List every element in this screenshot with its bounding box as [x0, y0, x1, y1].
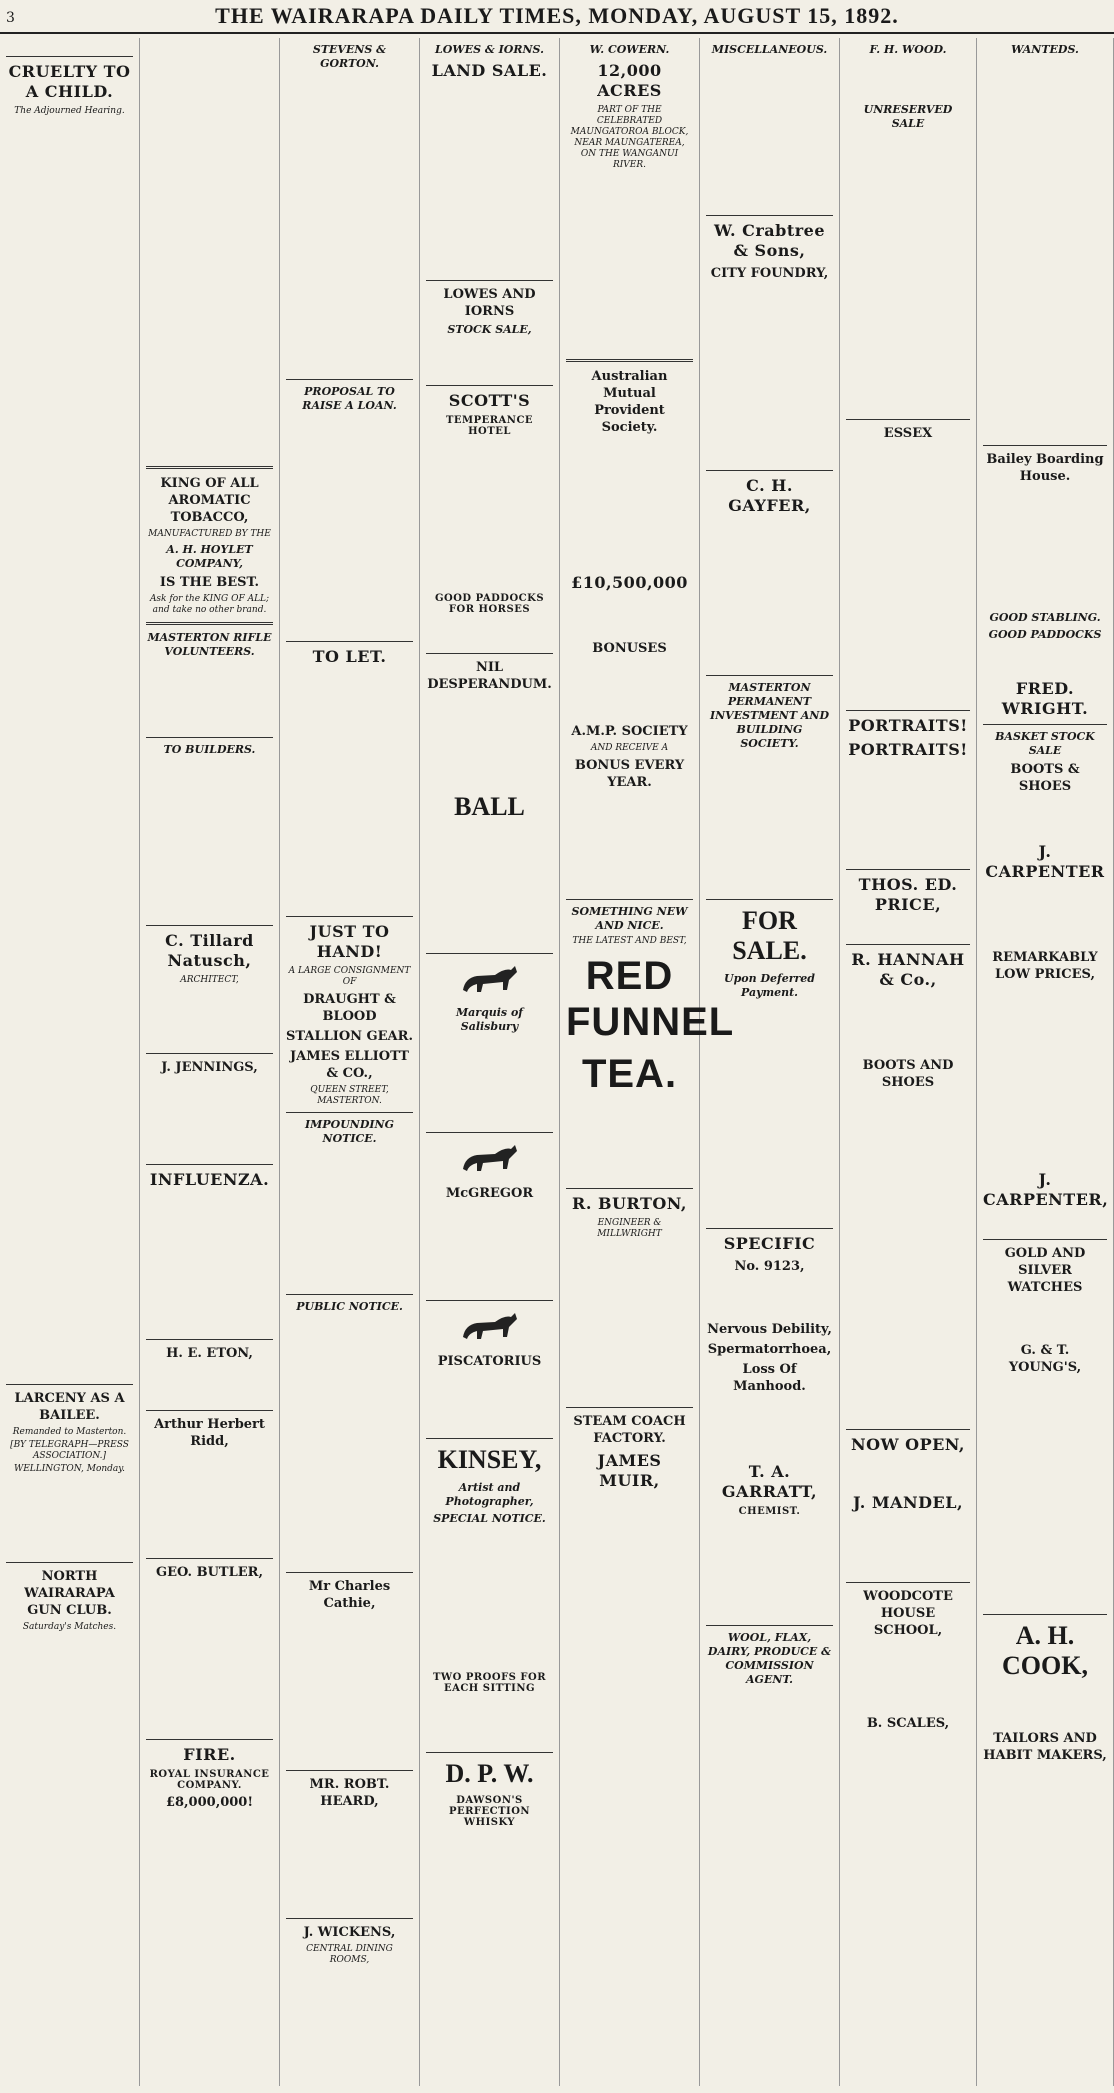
ad-heading: Australian Mutual Provident Society. [591, 369, 668, 435]
ad-heading: 12,000 ACRES [597, 61, 662, 100]
ad-heading: C. H. GAYFER, [728, 476, 811, 515]
ad-heading: J. CARPENTER, [983, 1170, 1109, 1209]
newspaper-title: THE WAIRARAPA DAILY TIMES, MONDAY, AUGUST 15, 1892. [215, 3, 899, 28]
column-2 [140, 38, 280, 2086]
ad-heading: Marquis of Salisbury [455, 1006, 524, 1033]
column-1 [0, 38, 140, 2086]
ad-heading: J. WICKENS, [303, 1925, 396, 1940]
article-subheading: Remanded to Masterton. [12, 1427, 127, 1437]
ad-heading: BONUS EVERY YEAR. [574, 758, 685, 790]
ad-sub: CENTRAL DINING ROOMS, [306, 1944, 393, 1965]
ad-sub: CITY FOUNDRY, [710, 266, 829, 281]
ad-heading: GEO. BUTLER, [155, 1565, 263, 1580]
ad-heading: FOR SALE. [732, 906, 807, 965]
ad-heading: PUBLIC NOTICE. [296, 1300, 403, 1313]
ad-heading: GOOD STABLING. [989, 611, 1101, 624]
ad-heading: Nervous Debility, [707, 1322, 832, 1337]
article-subheading: The Adjourned Hearing. [14, 106, 125, 116]
ad-sub: No. 9123, [734, 1259, 805, 1274]
ad-heading: J. CARPENTER [985, 842, 1105, 881]
ad-heading: LOWES AND IORNS [443, 287, 536, 319]
ad-heading: DRAUGHT & BLOOD [303, 992, 396, 1024]
ad-heading: SPECIAL NOTICE. [433, 1512, 546, 1525]
ad-heading: SPECIFIC [723, 1234, 816, 1253]
column-4 [420, 38, 560, 2086]
ad-heading: KING OF ALL AROMATIC TOBACCO, [160, 476, 259, 525]
ad-heading: J. JENNINGS, [161, 1060, 258, 1075]
ad-heading: J. MANDEL, [852, 1493, 964, 1512]
column-3 [280, 38, 420, 2086]
ad-heading: THOS. ED. PRICE, [858, 875, 958, 914]
ad-heading: JUST TO HAND! [309, 922, 390, 961]
column-5 [560, 38, 735, 2086]
ad-heading: REMARKABLY LOW PRICES, [992, 950, 1098, 982]
article-heading: CRUELTY TO A CHILD. [8, 62, 131, 101]
ad-sub: AND RECEIVE A [590, 743, 669, 753]
ad-heading: TWO PROOFS FOR EACH SITTING [432, 1672, 547, 1694]
ad-sub: Upon Deferred Payment. [724, 972, 815, 999]
ad-heading: B. SCALES, [866, 1716, 950, 1731]
ad-heading: H. E. ETON, [166, 1346, 253, 1361]
article-subheading: Saturday's Matches. [22, 1622, 117, 1632]
ad-sub: THE LATEST AND BEST, [572, 936, 687, 946]
ad-sub: STOCK SALE, [447, 323, 532, 336]
ad-heading: WOOL, FLAX, DAIRY, PRODUCE & COMMISSION AGENT. [707, 1631, 832, 1686]
article-heading: NORTH WAIRARAPA GUN CLUB. [24, 1569, 115, 1618]
ad-heading: GOOD PADDOCKS [988, 628, 1102, 641]
ad-sub: A LARGE CONSIGNMENT OF [288, 966, 411, 987]
ad-heading: MASTERTON RIFLE VOLUNTEERS. [147, 631, 272, 658]
ad-heading: TO BUILDERS. [163, 743, 256, 756]
ad-heading: JAMES ELLIOTT & CO., [290, 1049, 409, 1081]
ad-heading: FIRE. [183, 1745, 236, 1764]
ad-heading: PROPOSAL TO RAISE A LOAN. [302, 385, 397, 412]
ad-sub: PART OF THE CELEBRATED MAUNGATOROA BLOCK, NEAR MAUNGATEREA, ON THE WANGANUI RIVER. [570, 105, 689, 170]
ad-heading: UNRESERVED SALE [863, 103, 953, 130]
ad-sub: DAWSON'S PERFECTION WHISKY [448, 1795, 531, 1828]
ad-sub: QUEEN STREET, MASTERTON. [310, 1085, 389, 1106]
ad-heading: GOOD PADDOCKS FOR HORSES [434, 593, 545, 615]
ad-heading: RED FUNNEL [566, 954, 735, 1044]
ad-heading: STALLION GEAR. [286, 1029, 413, 1044]
ad-heading: BALL [454, 792, 525, 821]
ad-heading: £10,500,000 [571, 573, 688, 592]
ad-heading: Arthur Herbert Ridd, [154, 1417, 265, 1449]
ad-sub: ARCHITECT, [180, 975, 239, 985]
ad-heading: KINSEY, [437, 1445, 542, 1474]
column-8 [977, 38, 1114, 2086]
page-number: 3 [6, 10, 15, 26]
ad-heading: F. H. WOOD. [869, 43, 947, 56]
ad-sub: MANUFACTURED BY THE [148, 529, 271, 539]
ad-heading: TO LET. [312, 647, 387, 666]
ad-heading: PORTRAITS! [848, 716, 968, 735]
ad-heading: BONUSES [592, 641, 667, 656]
ad-heading: A. H. COOK, [1002, 1621, 1088, 1680]
ad-heading: W. Crabtree & Sons, [713, 221, 825, 260]
ad-heading: SCOTT'S [448, 391, 531, 410]
ad-maker: A. H. HOYLET COMPANY, [166, 543, 253, 570]
ad-heading: BOOTS AND SHOES [862, 1058, 954, 1090]
ad-heading: BASKET STOCK SALE [995, 730, 1095, 757]
ad-heading: MISCELLANEOUS. [711, 43, 828, 56]
ad-heading: ESSEX [883, 426, 933, 441]
body-text [6, 40, 133, 51]
ad-sub: ENGINEER & MILLWRIGHT [597, 1218, 662, 1239]
ad-heading: D. P. W. [445, 1759, 534, 1788]
telegraph-note: [BY TELEGRAPH—PRESS ASSOCIATION.] [10, 1440, 129, 1461]
ad-heading: PISCATORIUS [437, 1354, 542, 1369]
ad-sub: Artist and Photographer, [445, 1481, 534, 1508]
ad-heading: BOOTS & SHOES [1010, 762, 1080, 794]
ad-heading: Spermatorrhoea, [707, 1342, 832, 1357]
ad-heading: C. Tillard Natusch, [165, 931, 254, 970]
ad-heading: IS THE BEST. [159, 575, 260, 590]
horse-icon [455, 1307, 525, 1347]
horse-icon [455, 1139, 525, 1179]
ad-heading: IMPOUNDING NOTICE. [305, 1118, 394, 1145]
ad-heading: R. BURTON, [572, 1194, 687, 1213]
masthead [0, 0, 1114, 34]
ad-heading: WANTEDS. [1011, 43, 1079, 56]
ad-heading: McGREGOR [445, 1186, 534, 1201]
ad-sub: TEMPERANCE HOTEL [445, 415, 534, 437]
column-7 [840, 38, 977, 2086]
ad-sub: Ask for the KING OF ALL; and take no other brand. [149, 594, 270, 615]
ad-heading: FRED. WRIGHT. [1001, 679, 1089, 718]
article-heading: LARCENY AS A BAILEE. [14, 1391, 125, 1423]
ad-heading: NOW OPEN, [851, 1435, 965, 1454]
ad-heading: INFLUENZA. [149, 1170, 270, 1189]
ad-sub: CHEMIST. [738, 1506, 801, 1517]
horse-icon [455, 960, 525, 1000]
ad-heading: STEVENS & GORTON. [312, 43, 387, 70]
ad-heading: WOODCOTE HOUSE SCHOOL, [863, 1589, 953, 1638]
ad-heading: MASTERTON PERMANENT INVESTMENT AND BUILDING SOCIETY. [709, 681, 829, 750]
ad-heading: JAMES MUIR, [597, 1451, 662, 1490]
ad-heading: TEA. [581, 1052, 678, 1096]
column-6 [700, 38, 840, 2086]
ad-heading: A.M.P. SOCIETY [571, 724, 688, 739]
ad-heading: PORTRAITS! [848, 740, 968, 759]
ad-heading: NIL DESPERANDUM. [427, 660, 552, 692]
ad-heading: Loss Of Manhood. [733, 1362, 806, 1394]
ad-heading: SOMETHING NEW AND NICE. [571, 905, 688, 932]
ad-heading: MR. ROBT. HEARD, [309, 1777, 390, 1809]
ad-heading: Mr Charles Cathie, [308, 1579, 391, 1611]
ad-heading: TAILORS AND HABIT MAKERS, [983, 1731, 1107, 1763]
ad-heading: LOWES & IORNS. [435, 43, 544, 56]
ad-heading: G. & T. YOUNG'S, [1008, 1343, 1082, 1375]
ad-heading: STEAM COACH FACTORY. [573, 1414, 686, 1446]
ad-heading: T. A. GARRATT, [721, 1462, 818, 1501]
ad-heading: LAND SALE. [431, 61, 548, 80]
ad-heading: W. COWERN. [589, 43, 670, 56]
ad-heading: GOLD AND SILVER WATCHES [1004, 1246, 1086, 1295]
ad-heading: Bailey Boarding House. [986, 452, 1104, 484]
ad-heading: R. HANNAH & Co., [851, 950, 965, 989]
ad-sub: ROYAL INSURANCE COMPANY. [149, 1769, 270, 1791]
ad-funds: £8,000,000! [165, 1795, 254, 1810]
dateline: WELLINGTON, Monday. [13, 1464, 126, 1474]
